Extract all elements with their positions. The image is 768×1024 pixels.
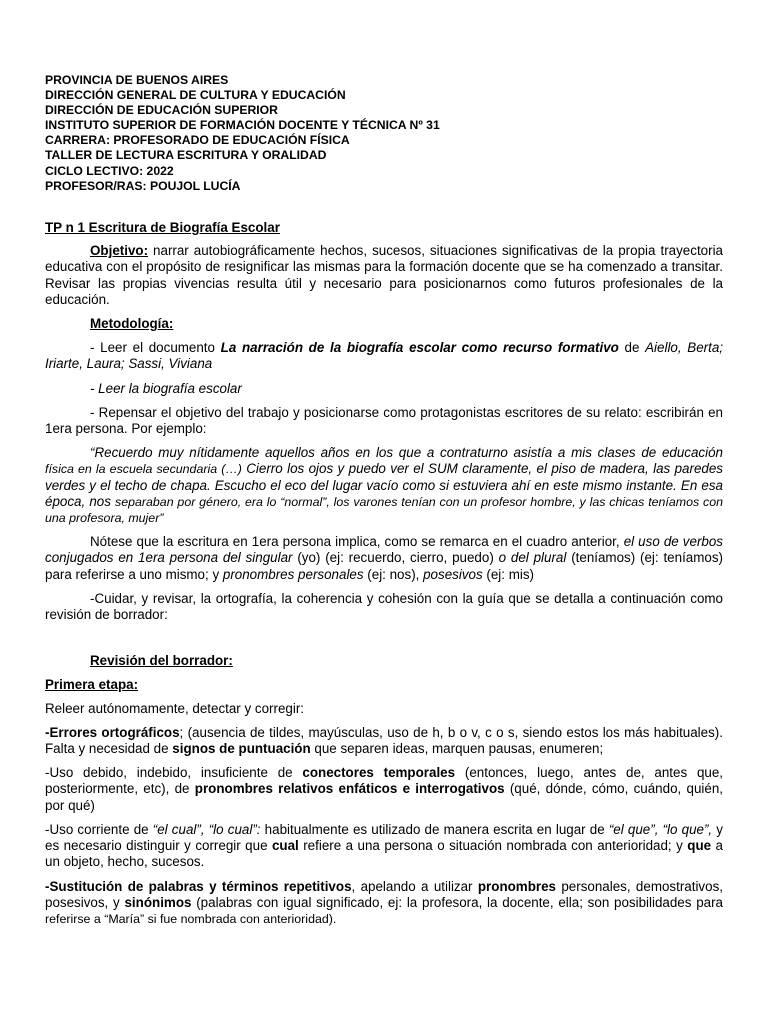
- quote-part-d: separaban por género, era lo “normal”, los varones tenían con un profesor hombre, y las chicas teníamos con una profesora, mujer”: [45, 494, 723, 526]
- cual-text-1: -Uso corriente de: [45, 821, 153, 837]
- header-line-instituto: INSTITUTO SUPERIOR DE FORMACIÓN DOCENTE Y TÉCNICA Nº 31: [45, 118, 440, 133]
- example-quote: [45, 445, 723, 526]
- quote-part-a: “Recuerdo muy nítidamente aquellos años en los que a contraturno asistía a mis clases de educación: [90, 445, 723, 461]
- item-cuidar-revisar: -Cuidar, y revisar, la ortografía, la coherencia y cohesión con la guía que se detalla a continuación como revisión de borrador:: [45, 590, 723, 623]
- err-signos: signos de puntuación: [172, 741, 311, 757]
- note-text-1: Nótese que la escritura en 1era persona implica, como se remarca en el cuadro anterior,: [90, 534, 624, 550]
- revision-title: Revisión del borrador:: [90, 653, 233, 669]
- note-italic-plural: o del plural: [498, 550, 567, 566]
- cual-bold-que: que: [687, 838, 712, 854]
- item1-prefix: - Leer el documento: [90, 340, 221, 356]
- sust-bold-pronombres: pronombres: [477, 878, 556, 894]
- err-tail: que separen ideas, marquen pausas, enumeren;: [310, 741, 604, 757]
- note-text-9: (ej: mis): [482, 566, 534, 582]
- sust-text-2: personales, demostrativos, posesivos, y: [45, 878, 723, 910]
- item-leer-documento: [45, 340, 723, 372]
- header-line-province: PROVINCIA DE BUENOS AIRES: [45, 73, 229, 87]
- uso-pronombres-relativos: pronombres relativos enfáticos e interrogativos: [194, 781, 505, 797]
- uso-text-1: -Uso debido, indebido, insuficiente de: [45, 765, 303, 781]
- quote-part-c: Cierro los ojos y puedo ver el SUM claramente, el piso de madera, las paredes verdes y el techo de chapa. Escucho el eco del lugar vacío como si estuviera ahí en este mismo instante. En esa época, nos: [45, 461, 723, 509]
- revision-heading-para: [45, 653, 723, 669]
- primera-etapa-heading: Primera etapa:: [45, 677, 139, 693]
- metodologia-heading-para: [45, 316, 723, 332]
- item-leer-biografia: - Leer la biografía escolar: [90, 380, 242, 396]
- note-text-5: (teníamos) (ej: teníamos) para referirse a uno mismo; y: [45, 550, 723, 582]
- uso-conectores-item: [45, 765, 723, 814]
- objetivo-paragraph: [45, 243, 723, 308]
- objetivo-label: Objetivo:: [90, 243, 149, 259]
- header-line-direccion-superior: DIRECCIÓN DE EDUCACIÓN SUPERIOR: [45, 103, 278, 118]
- header-line-carrera: CARRERA: PROFESORADO DE EDUCACIÓN FÍSICA: [45, 133, 350, 148]
- sust-text-3: (palabras con igual significado, ej: la profesora, la docente, ella; son posibilidades para: [191, 894, 724, 910]
- note-primera-persona: [45, 534, 723, 583]
- errores-ortograficos-item: [45, 725, 723, 757]
- uso-text-2: (entonces, luego, antes de, antes que, posteriormente, etc), de: [45, 765, 724, 797]
- header-line-profesor: PROFESOR/RAS: POUJOL LUCÍA: [45, 178, 241, 193]
- cual-text-5: a un objeto, hecho, sucesos.: [45, 838, 723, 870]
- item1-document-title: La narración de la biografía escolar como recurso formativo: [220, 340, 619, 356]
- releer-instruction: Releer autónomamente, detectar y corregir:: [45, 700, 305, 716]
- objetivo-text: narrar autobiográficamente hechos, sucesos, situaciones significativas de la propia trayectoria educativa con el propósito de resignificar las mismas para la formación docente que se ha comenzado a transitar. Revisar las propias vivencias resulta útil y necesario para posicionarnos como futuros profesionales de la educación.: [45, 243, 723, 307]
- cual-text-3: y es necesario distinguir y corregir que: [45, 821, 723, 854]
- note-text-7: (ej: nos),: [363, 566, 424, 582]
- cual-italic-2: “el que”, “lo que”,: [608, 821, 713, 837]
- cual-bold-cual: cual: [271, 838, 299, 854]
- item-repensar-objetivo: - Repensar el objetivo del trabajo y posicionarse como protagonistas escritores de su relato: escribirán en 1era persona. Por ejemplo:: [45, 404, 723, 437]
- institution-header: [45, 73, 440, 194]
- document-body: [45, 220, 723, 935]
- sust-text-4: referirse a “María” si fue nombrada con anterioridad).: [45, 911, 337, 926]
- sust-bold-sinonimos: sinónimos: [124, 894, 192, 910]
- note-text-3: (yo) (ej: recuerdo, cierro, puedo): [292, 550, 499, 566]
- err-text: ; (ausencia de tildes, mayúsculas, uso de h, b o v, c o s, siendo estos los más habituales). Falta y necesidad de: [45, 724, 723, 757]
- header-line-direccion-general: DIRECCIÓN GENERAL DE CULTURA Y EDUCACIÓN: [45, 88, 346, 103]
- cual-text-4: refiere a una persona o situación nombrada con anterioridad; y: [298, 838, 688, 854]
- note-italic-posesivos: posesivos: [423, 566, 483, 582]
- item1-authors: Aiello, Berta; Iriarte, Laura; Sassi, Viviana: [45, 340, 724, 372]
- quote-part-b: física en la escuela secundaria (…): [45, 462, 242, 477]
- cual-text-2: habitualmente es utilizado de manera escrita en lugar de: [260, 821, 609, 837]
- uso-el-cual-item: [45, 822, 723, 871]
- sust-text-1: , apelando a utilizar: [351, 878, 478, 894]
- header-line-ciclo: CICLO LECTIVO: 2022: [45, 163, 174, 178]
- header-line-taller: TALLER DE LECTURA ESCRITURA Y ORALIDAD: [45, 148, 327, 163]
- cual-italic-1: “el cual”, “lo cual”:: [152, 821, 261, 837]
- note-italic-pronombres: pronombres personales: [222, 566, 364, 582]
- metodologia-label: Metodología:: [90, 316, 174, 332]
- spacer: [45, 631, 723, 653]
- sust-bold-1: -Sustitución de palabras y términos repetitivos: [45, 878, 352, 894]
- err-label: -Errores ortográficos: [45, 724, 180, 740]
- uso-text-3: (qué, dónde, cómo, cuándo, quién, por qué): [45, 781, 723, 813]
- sustitucion-item: [45, 879, 723, 928]
- note-italic-verbos: el uso de verbos conjugados en 1era persona del singular: [45, 534, 723, 566]
- document-title: TP n 1 Escritura de Biografía Escolar: [45, 220, 280, 235]
- uso-conectores: conectores temporales: [302, 765, 456, 781]
- item1-mid: de: [618, 340, 646, 356]
